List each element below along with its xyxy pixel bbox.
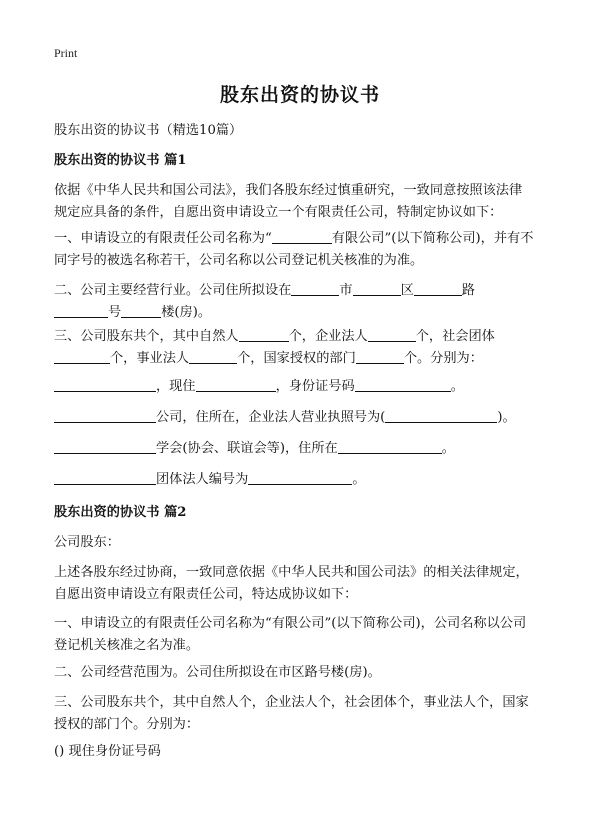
row1-text-c: 。 [450, 379, 464, 394]
item2-city-label: 市 [339, 283, 353, 298]
society-blank [54, 438, 156, 454]
section2-item1 [54, 613, 554, 657]
section2-intro [54, 562, 554, 606]
district-blank [353, 280, 401, 296]
road-blank [414, 280, 462, 296]
s2-item3-line-1: 三、公司股东共个，其中自然人个，企业法人个，社会团体个，事业法人个，国家 [54, 695, 529, 710]
row1-text-a: ，现住 [156, 379, 196, 394]
s2-item1-line-2: 登记机关核准之名为准。 [54, 638, 200, 653]
address-blank [196, 376, 276, 392]
item1-text-a: 一、申请设立的有限责任公司名称为“ [54, 231, 272, 246]
item2-road-label: 路 [461, 283, 475, 298]
building-blank [121, 302, 161, 318]
item3-text-a: 三、公司股东共个，其中自然人 [54, 329, 239, 344]
item3-text-b: 个，企业法人 [288, 329, 368, 344]
document-subtitle: 股东出资的协议书（精选10篇） [54, 123, 243, 138]
row4-text-a: 团体法人编号为 [156, 472, 249, 487]
section1-item3 [54, 326, 554, 370]
company-name-blank [272, 228, 332, 244]
shareholder-row-2 [54, 407, 554, 429]
row3-text-a: 学会(协会、联谊会等)，住所在 [156, 441, 338, 456]
corporate-blank [368, 326, 416, 342]
s2-item3-line-2: 授权的部门个。分别为： [54, 717, 200, 732]
section2-last-line: () 现住身份证号码 [54, 744, 161, 759]
social-group-blank [54, 348, 110, 364]
name-blank [54, 376, 156, 392]
item2-number-label: 号 [108, 305, 122, 320]
section2-greeting: 公司股东： [54, 535, 120, 550]
shareholder-row-3 [54, 438, 554, 460]
item2-building-label: 楼(房)。 [161, 305, 212, 320]
section1-item2 [54, 280, 554, 324]
row1-text-b: ，身份证号码 [275, 379, 355, 394]
id-number-blank [355, 376, 451, 392]
item3-text-f: 个。分别为： [403, 351, 483, 366]
item3-text-e: 个，国家授权的部门 [237, 351, 356, 366]
group-blank [54, 469, 156, 485]
row3-text-b: 。 [441, 441, 455, 456]
shareholder-row-1 [54, 376, 554, 398]
license-number-blank [385, 407, 497, 423]
s2-intro-line-2: 自愿出资申请设立有限责任公司，特达成协议如下： [54, 587, 358, 602]
item1-line-2: 同字号的被选名称若干，公司名称以公司登记机关核准的为准。 [54, 253, 424, 268]
s2-item1-line-1: 一、申请设立的有限责任公司名称为“有限公司”(以下简称公司)，公司名称以公司 [54, 616, 527, 631]
section2-item3 [54, 692, 554, 736]
row4-text-b: 。 [352, 472, 366, 487]
print-link[interactable]: Print [54, 46, 78, 60]
section1-heading: 股东出资的协议书 篇1 [54, 153, 187, 168]
item2-text-a: 二、公司主要经营行业。公司住所拟设在 [54, 283, 292, 298]
group-number-blank [248, 469, 352, 485]
section1-item1 [54, 228, 554, 272]
intro-line-2: 规定应具备的条件，自愿出资申请设立一个有限责任公司，特制定协议如下： [54, 205, 503, 220]
intro-line-1: 依据《中华人民共和国公司法》，我们各股东经过慎重研究，一致同意按照该法律 [54, 183, 523, 198]
number-blank [54, 302, 108, 318]
section1-intro [54, 180, 554, 224]
city-blank [291, 280, 339, 296]
section2-item2: 二、公司经营范围为。公司住所拟设在市区路号楼(房)。 [54, 665, 381, 680]
item1-text-b: 有限公司”(以下简称公司)，并有不 [331, 231, 534, 246]
document-title: 股东出资的协议书 [219, 84, 380, 106]
society-address-blank [338, 438, 442, 454]
company-blank [54, 407, 156, 423]
section2-heading: 股东出资的协议书 篇2 [54, 505, 187, 520]
state-dept-blank [356, 348, 404, 364]
item3-text-c: 个，社会团体 [415, 329, 495, 344]
row2-text-a: 公司，住所在，企业法人营业执照号为( [156, 410, 386, 425]
s2-intro-line-1: 上述各股东经过协商，一致同意依据《中华人民共和国公司法》的相关法律规定， [54, 565, 529, 580]
item3-text-d: 个，事业法人 [110, 351, 190, 366]
row2-text-b: )。 [497, 410, 516, 425]
natural-person-blank [239, 326, 289, 342]
item2-district-label: 区 [400, 283, 414, 298]
institution-blank [189, 348, 237, 364]
shareholder-row-4 [54, 469, 554, 491]
